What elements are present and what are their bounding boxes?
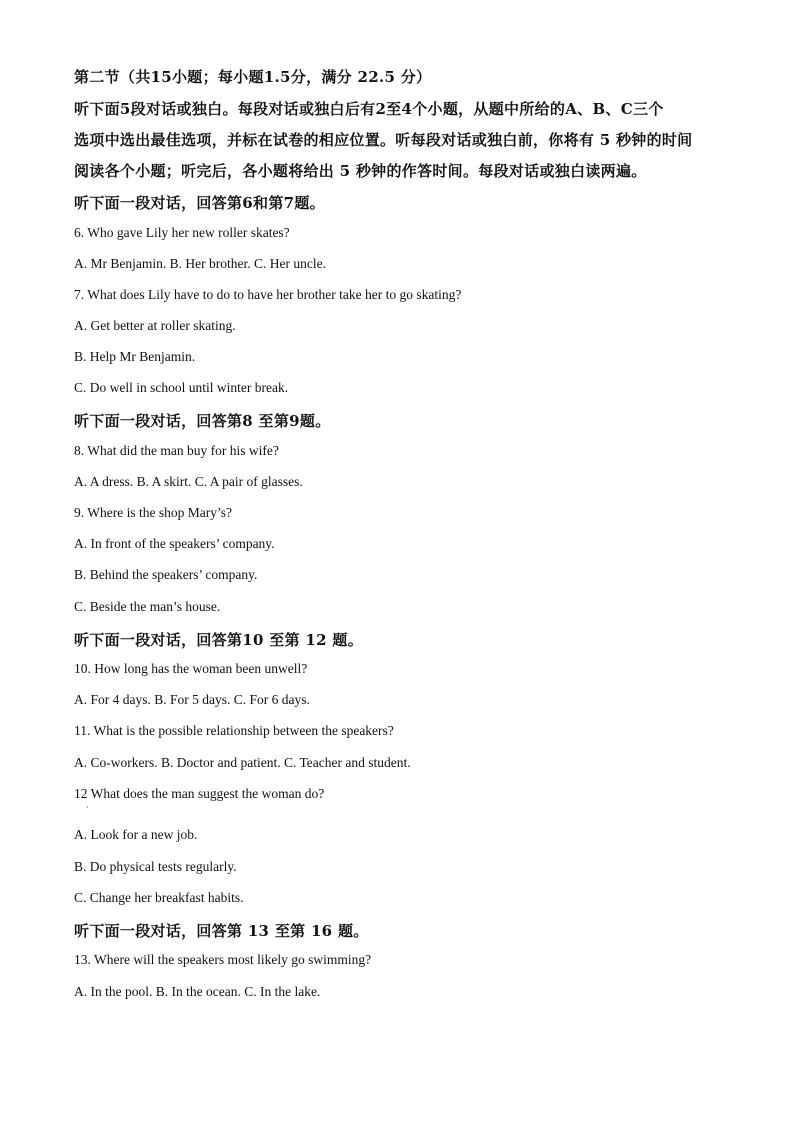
instruction-line-1: 听下面5段对话或独白。每段对话或独白后有2至4个小题，从题中所给的A、B、C三个 — [74, 100, 664, 118]
instruction-line-3: 阅读各个小题；听完后，各小题将给出 5 秒钟的作答时间。每段对话或独白读两遍。 — [74, 162, 647, 180]
question-8-options: A. A dress. B. A skirt. C. A pair of glasses. — [74, 474, 303, 489]
question-12: 12 What does the man suggest the woman do? — [74, 786, 325, 801]
group-heading: 听下面一段对话，回答第8 至第9题。 — [74, 412, 331, 430]
group-heading: 听下面一段对话，回答第10 至第 12 题。 — [74, 631, 364, 649]
stray-dot-mark: · — [86, 803, 89, 812]
instruction-line-2: 选项中选出最佳选项，并标在试卷的相应位置。听每段对话或独白前，你将有 5 秒钟的时间 — [74, 131, 693, 149]
question-7: 7. What does Lily have to do to have her brother take her to go skating? — [74, 287, 462, 302]
question-9-option-b: B. Behind the speakers’ company. — [74, 567, 258, 582]
question-11: 11. What is the possible relationship between the speakers? — [74, 723, 394, 738]
question-6: 6. Who gave Lily her new roller skates? — [74, 225, 290, 240]
question-12-option-b: B. Do physical tests regularly. — [74, 859, 237, 874]
group-heading: 听下面一段对话，回答第6和第7题。 — [74, 194, 325, 212]
question-6-options: A. Mr Benjamin. B. Her brother. C. Her uncle. — [74, 256, 326, 271]
question-7-option-b: B. Help Mr Benjamin. — [74, 349, 196, 364]
question-13-options: A. In the pool. B. In the ocean. C. In the lake. — [74, 984, 321, 999]
question-9: 9. Where is the shop Mary’s? — [74, 505, 232, 520]
question-12-option-a: A. Look for a new job. — [74, 827, 198, 842]
question-10-options: A. For 4 days. B. For 5 days. C. For 6 days. — [74, 692, 310, 707]
question-12-option-c: C. Change her breakfast habits. — [74, 890, 244, 905]
question-10: 10. How long has the woman been unwell? — [74, 661, 308, 676]
question-7-option-a: A. Get better at roller skating. — [74, 318, 236, 333]
question-9-option-c: C. Beside the man’s house. — [74, 599, 221, 614]
question-11-options: A. Co-workers. B. Doctor and patient. C. Teacher and student. — [74, 755, 411, 770]
question-7-option-c: C. Do well in school until winter break. — [74, 380, 289, 395]
question-13: 13. Where will the speakers most likely go swimming? — [74, 952, 372, 967]
section-title: 第二节（共15小题；每小题1.5分，满分 22.5 分） — [74, 68, 432, 86]
group-heading: 听下面一段对话，回答第 13 至第 16 题。 — [74, 922, 369, 940]
question-8: 8. What did the man buy for his wife? — [74, 443, 279, 458]
question-9-option-a: A. In front of the speakers’ company. — [74, 536, 275, 551]
